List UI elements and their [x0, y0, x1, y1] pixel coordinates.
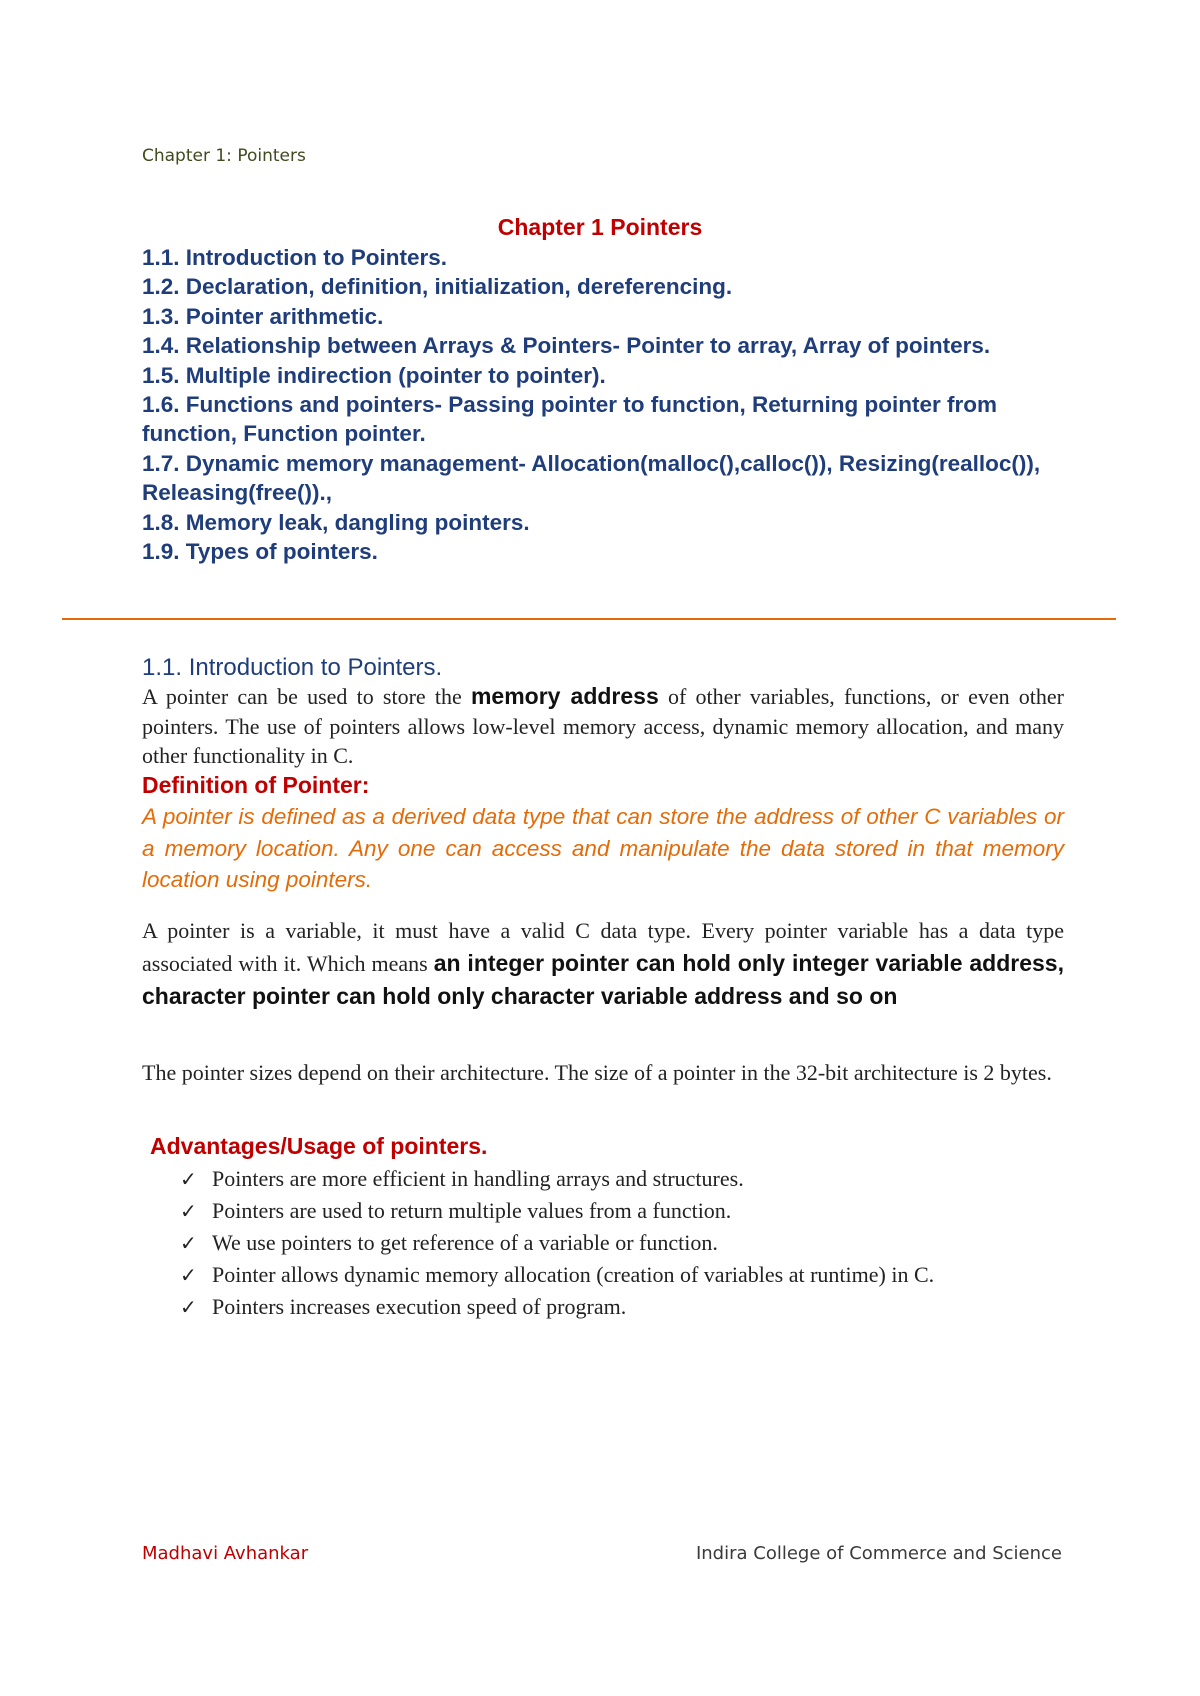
toc-item: 1.4. Relationship between Arrays & Pointers- Pointer to array, Array of pointers.: [142, 333, 991, 359]
toc-item: 1.9. Types of pointers.: [142, 539, 378, 565]
pointer-variable-text: A pointer is a variable, it must have a valid C data type. Every pointer variable has a data type associated with it. Which means: [142, 918, 1064, 976]
toc-item: 1.2. Declaration, definition, initialization, dereferencing.: [142, 274, 733, 300]
section-heading: 1.1. Introduction to Pointers.: [142, 654, 443, 681]
advantages-heading: Advantages/Usage of pointers.: [150, 1133, 488, 1159]
pointer-variable-emphasis: an integer pointer can hold only integer variable address, character pointer can hold only character variable address and so on: [142, 950, 1064, 1009]
list-item: [180, 1195, 934, 1227]
chapter-title: Chapter 1 Pointers: [497, 214, 703, 240]
checkmark-icon: ✓: [180, 1295, 197, 1319]
checkmark-icon: ✓: [180, 1231, 197, 1255]
table-of-contents: [142, 243, 1072, 566]
running-header: Chapter 1: Pointers: [142, 146, 306, 166]
definition-text: A pointer is defined as a derived data type that can store the address of other C variables or a memory location. Any one can access and manipulate the data stored in that memory location using pointers.: [142, 804, 1064, 892]
definition-heading: Definition of Pointer:: [142, 772, 370, 798]
toc-item: 1.3. Pointer arithmetic.: [142, 303, 384, 329]
intro-text-after: of other variables, functions, or even other pointers. The use of pointers allows low-level memory access, dynamic memory allocation, and many other functionality in C.: [142, 684, 1065, 768]
checkmark-icon: ✓: [180, 1199, 197, 1223]
section-divider: [62, 618, 1116, 620]
list-item: [180, 1291, 934, 1323]
toc-item: 1.6. Functions and pointers- Passing pointer to function, Returning pointer from function, Function pointer.: [142, 392, 998, 447]
pointer-variable-paragraph: [142, 915, 1064, 1013]
checkmark-icon: ✓: [180, 1167, 197, 1191]
checkmark-icon: ✓: [180, 1263, 197, 1287]
footer-author: Madhavi Avhankar: [142, 1543, 309, 1564]
intro-emphasis: memory address: [470, 683, 659, 709]
intro-paragraph: [142, 682, 1064, 771]
advantage-text: Pointers are more efficient in handling arrays and structures.: [212, 1166, 744, 1191]
list-item: [180, 1163, 934, 1195]
advantage-text: We use pointers to get reference of a variable or function.: [212, 1230, 718, 1255]
toc-item: 1.1. Introduction to Pointers.: [142, 245, 448, 270]
list-item: [180, 1227, 934, 1259]
footer-college: Indira College of Commerce and Science: [695, 1543, 1062, 1564]
pointer-size-paragraph: The pointer sizes depend on their architecture. The size of a pointer in the 32-bit architecture is 2 bytes.: [142, 1060, 1052, 1085]
advantage-text: Pointers increases execution speed of program.: [212, 1294, 627, 1319]
list-item: [180, 1259, 934, 1291]
toc-item: 1.5. Multiple indirection (pointer to pointer).: [142, 362, 606, 388]
toc-item: 1.7. Dynamic memory management- Allocation(malloc(),calloc()), Resizing(realloc()), Releasing(free()).,: [142, 450, 1041, 506]
toc-item: 1.8. Memory leak, dangling pointers.: [142, 509, 530, 535]
advantage-text: Pointers are used to return multiple values from a function.: [212, 1198, 732, 1223]
advantage-text: Pointer allows dynamic memory allocation (creation of variables at runtime) in C.: [212, 1262, 935, 1287]
intro-text-before: A pointer can be used to store the: [142, 684, 471, 709]
advantages-list: [180, 1163, 934, 1323]
